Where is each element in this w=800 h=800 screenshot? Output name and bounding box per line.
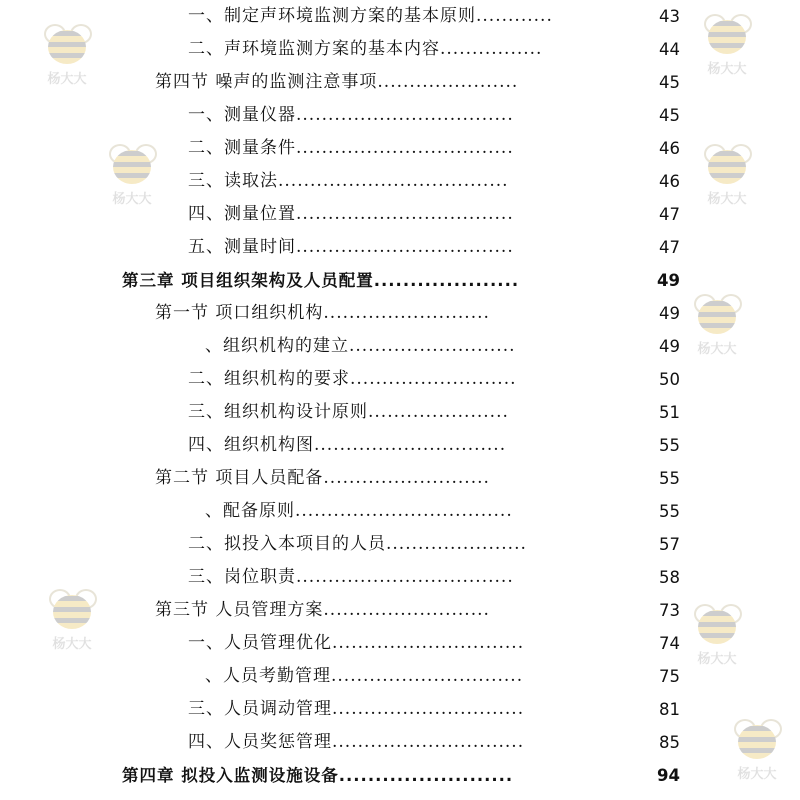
toc-entry[interactable] [0,297,800,330]
toc-entry-label: 三、组织机构设计原则...................... [188,402,509,422]
watermark-text: 杨大大 [697,342,737,357]
toc-entry[interactable] [0,396,800,429]
toc-entry[interactable] [0,99,800,132]
toc-entry[interactable] [0,660,800,693]
toc-entry-label: 、配备原则.................................. [205,501,513,521]
toc-entry-page: 58 [659,568,680,587]
toc-entry[interactable] [0,165,800,198]
watermark-text: 杨大大 [47,72,87,87]
toc-entry-page: 73 [659,601,680,620]
toc-entry[interactable] [0,528,800,561]
toc-entry-page: 85 [659,733,680,752]
watermark-text: 杨大大 [707,192,747,207]
toc-entry-page: 45 [659,106,680,125]
toc-entry-page: 47 [659,238,680,257]
toc-entry-label: 四、组织机构图.............................. [188,435,507,455]
toc-entry[interactable] [0,363,800,396]
toc-entry[interactable] [0,726,800,759]
toc-entry[interactable] [0,33,800,66]
toc-entry-label: 第四节 噪声的监测注意事项...................... [155,72,519,92]
toc-entry-page: 94 [657,766,680,785]
toc-entry[interactable] [0,759,800,792]
toc-entry[interactable] [0,462,800,495]
toc-entry-label: 二、组织机构的要求.......................... [188,369,517,389]
toc-entry-page: 49 [659,304,680,323]
toc-entry-page: 74 [659,634,680,653]
watermark-text: 杨大大 [697,652,737,667]
toc-entry-label: 一、测量仪器.................................. [188,105,514,125]
toc-entry-page: 55 [659,436,680,455]
toc-entry-label: 四、人员奖惩管理.............................. [188,732,525,752]
toc-entry[interactable] [0,561,800,594]
toc-entry-label: 第一节 项口组织机构.......................... [155,303,490,323]
toc-entry-label: 二、拟投入本项目的人员...................... [188,534,527,554]
watermark-text: 杨大大 [737,767,777,782]
toc-entry-label: 一、人员管理优化.............................. [188,633,525,653]
toc-entry[interactable] [0,132,800,165]
toc-entry-label: 第四章 拟投入监测设施设备........................ [122,766,514,785]
watermark-text: 杨大大 [707,62,747,77]
toc-entry-label: 三、读取法.................................... [188,171,509,191]
toc-entry[interactable] [0,594,800,627]
toc-entry-page: 50 [659,370,680,389]
toc-entry-label: 第二节 项目人员配备.......................... [155,468,490,488]
toc-entry-page: 49 [659,337,680,356]
toc-entry-label: 第三节 人员管理方案.......................... [155,600,490,620]
toc-entry-page: 44 [659,40,680,59]
toc-entry-label: 第三章 项目组织架构及人员配置.................... [122,271,520,290]
toc-entry[interactable] [0,66,800,99]
toc-entry-page: 46 [659,172,680,191]
toc-entry-page: 51 [659,403,680,422]
toc-entry[interactable] [0,330,800,363]
toc-entry-page: 55 [659,469,680,488]
toc-entry-label: 三、岗位职责.................................. [188,567,514,587]
toc-entry-page: 46 [659,139,680,158]
toc-entry[interactable] [0,495,800,528]
toc-entry[interactable] [0,198,800,231]
toc-entry-page: 75 [659,667,680,686]
toc-entry-label: 四、测量位置.................................. [188,204,514,224]
watermark-text: 杨大大 [112,192,152,207]
toc-entry-label: 三、人员调动管理.............................. [188,699,525,719]
toc-entry[interactable] [0,693,800,726]
toc-entry[interactable] [0,627,800,660]
toc-entry-page: 81 [659,700,680,719]
toc-entry-page: 43 [659,7,680,26]
toc-entry-page: 47 [659,205,680,224]
toc-entry-page: 45 [659,73,680,92]
toc-entry-label: 、人员考勤管理.............................. [205,666,524,686]
toc-entry[interactable] [0,264,800,297]
toc-entry-page: 55 [659,502,680,521]
toc-entry-page: 49 [657,271,680,290]
toc-entry-page: 57 [659,535,680,554]
toc-entry-label: 二、测量条件.................................. [188,138,514,158]
toc-entry[interactable] [0,231,800,264]
toc-entry-label: 二、声环境监测方案的基本内容................ [188,39,543,59]
toc-entry-label: 五、测量时间.................................. [188,237,514,257]
toc-entry-label: 一、制定声环境监测方案的基本原则............ [188,6,553,26]
watermark-text: 杨大大 [52,637,92,652]
toc-entry[interactable] [0,0,800,33]
toc-entry-label: 、组织机构的建立.......................... [205,336,516,356]
toc-entry[interactable] [0,429,800,462]
